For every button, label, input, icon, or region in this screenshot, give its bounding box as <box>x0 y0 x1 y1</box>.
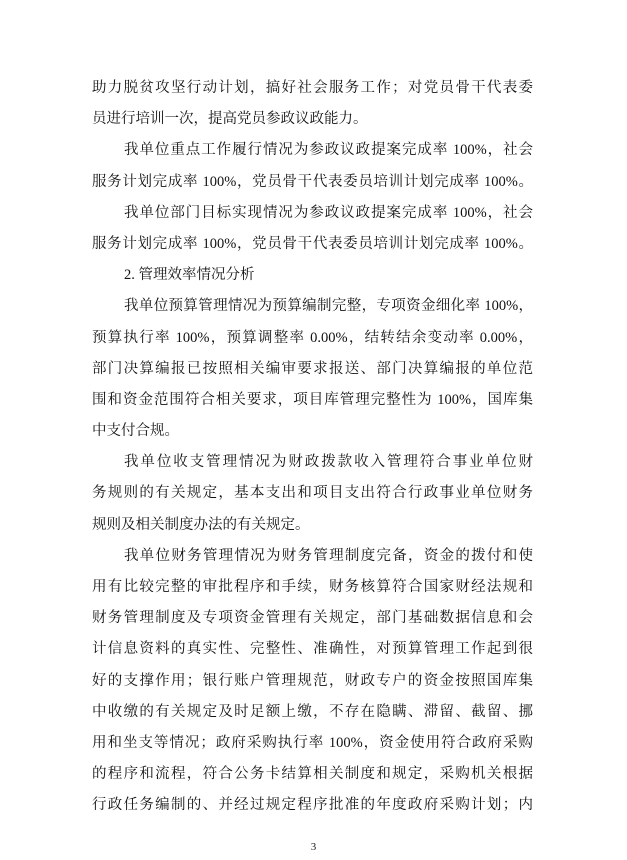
paragraph-revenue-expenditure <box>92 447 533 541</box>
paragraph-line: 好的支撑作用；银行账户管理规范，财政专户的资金按照国库集 <box>92 672 533 689</box>
paragraph-key-work <box>92 135 533 197</box>
paragraph-line: 用和坐支等情况；政府采购执行率 100%，资金使用符合政府采购 <box>92 734 533 751</box>
paragraph-line: 我单位财务管理情况为财务管理制度完备，资金的拨付和使 <box>124 547 533 564</box>
paragraph-department-goals <box>92 198 533 260</box>
paragraph-line: 围和资金范围符合相关要求，项目库管理完整性为 100%，国库集 <box>92 391 533 408</box>
paragraph-line: 部门决算编报已按照相关编审要求报送、部门决算编报的单位范 <box>92 360 533 377</box>
paragraph-line: 中支付合规。 <box>92 423 179 440</box>
paragraph-line: 助力脱贫攻坚行动计划，搞好社会服务工作；对党员骨干代表委 <box>92 80 533 96</box>
section-heading: 2. 管理效率情况分析 <box>124 267 255 284</box>
paragraph-financial-management <box>92 541 533 822</box>
paragraph-continuation <box>92 73 533 135</box>
paragraph-line: 中收缴的有关规定及时足额上缴，不存在隐瞒、滞留、截留、挪 <box>92 703 533 720</box>
paragraph-line: 我单位重点工作履行情况为参政议政提案完成率 100%，社会 <box>124 142 533 159</box>
paragraph-line: 的程序和流程，符合公务卡结算相关制度和规定，采购机关根据 <box>92 766 533 783</box>
document-body <box>92 73 533 822</box>
paragraph-line: 服务计划完成率 100%，党员骨干代表委员培训计划完成率 100%。 <box>92 173 533 190</box>
paragraph-line: 计信息资料的真实性、完整性、准确性，对预算管理工作起到很 <box>92 641 533 658</box>
paragraph-budget-management <box>92 291 533 447</box>
paragraph-line: 我单位预算管理情况为预算编制完整，专项资金细化率 100%， <box>124 298 533 315</box>
paragraph-line: 预算执行率 100%，预算调整率 0.00%，结转结余变动率 0.00%， <box>92 329 533 346</box>
paragraph-line: 行政任务编制的、并经过规定程序批准的年度政府采购计划；内 <box>92 797 533 814</box>
paragraph-line: 我单位收支管理情况为财政拨款收入管理符合事业单位财 <box>124 454 533 471</box>
paragraph-line: 我单位部门目标实现情况为参政议政提案完成率 100%，社会 <box>124 204 533 221</box>
page-number: 3 <box>310 841 317 853</box>
paragraph-line: 财务管理制度及专项资金管理有关规定，部门基础数据信息和会 <box>92 610 533 627</box>
paragraph-line: 规则及相关制度办法的有关规定。 <box>92 516 310 533</box>
paragraph-line: 员进行培训一次，提高党员参政议政能力。 <box>92 111 368 128</box>
paragraph-line: 用有比较完整的审批程序和手续，财务核算符合国家财经法规和 <box>92 579 533 595</box>
paragraph-line: 服务计划完成率 100%，党员骨干代表委员培训计划完成率 100%。 <box>92 235 533 252</box>
paragraph-line: 务规则的有关规定，基本支出和项目支出符合行政事业单位财务 <box>92 485 533 502</box>
